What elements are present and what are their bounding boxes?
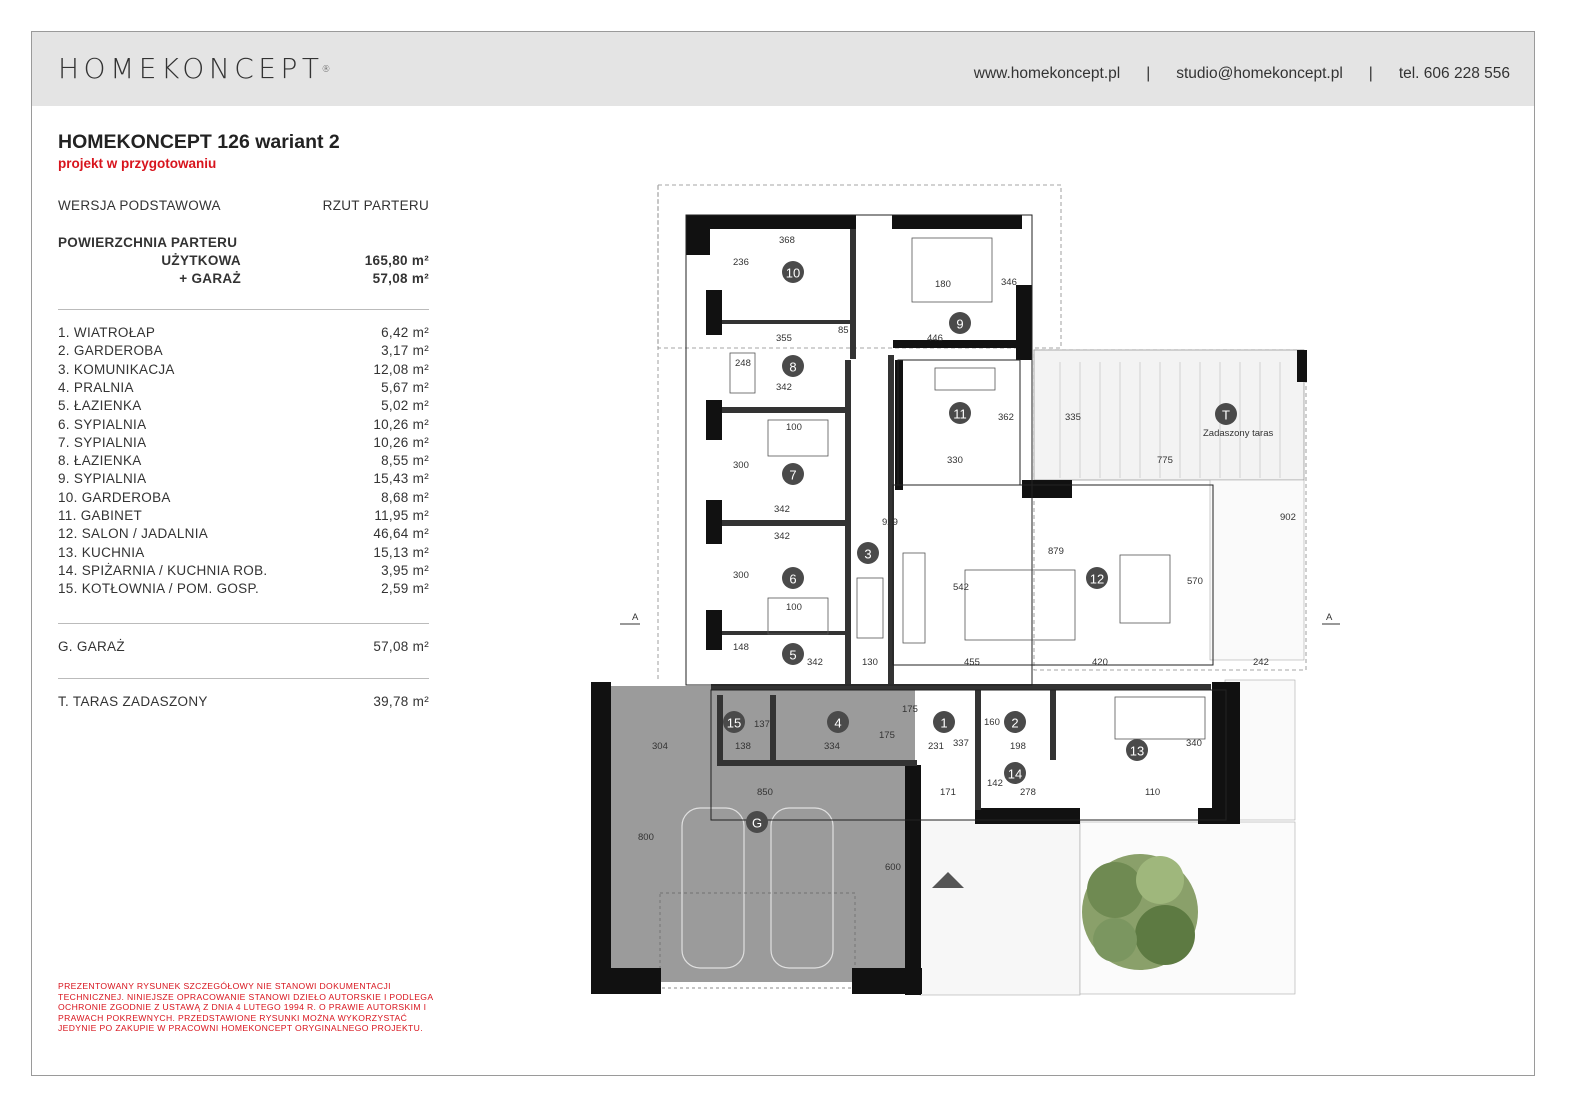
room-marker-label: 10 — [785, 265, 801, 281]
room-label: 14. SPIŻARNIA / KUCHNIA ROB. — [58, 562, 268, 578]
room-marker[interactable] — [827, 711, 849, 733]
dimension-label: 278 — [1020, 787, 1036, 798]
usable-value: 165,80 m² — [364, 253, 429, 268]
room-label: 8. ŁAZIENKA — [58, 453, 142, 469]
version-label: WERSJA PODSTAWOWA — [58, 198, 221, 213]
terrace-row: T. TARAS ZADASZONY 39,78 m² — [58, 694, 429, 709]
room-label: 3. KOMUNIKACJA — [58, 361, 175, 377]
phone-link[interactable]: tel. 606 228 556 — [1398, 65, 1510, 82]
room-area: 5,67 m² — [381, 379, 429, 395]
room-area: 5,02 m² — [381, 398, 429, 414]
section-label: A — [632, 612, 639, 623]
dimension-label: 248 — [735, 358, 751, 369]
room-marker[interactable] — [782, 261, 804, 283]
dimension-label: 171 — [940, 787, 956, 798]
room-area: 10,26 m² — [373, 434, 429, 450]
room-label: 1. WIATROŁAP — [58, 325, 156, 340]
room-area: 10,26 m² — [373, 416, 429, 432]
tree-icon — [1082, 854, 1198, 970]
dimension-label: 110 — [1145, 787, 1161, 798]
room-marker-label: 4 — [834, 715, 842, 731]
room-marker[interactable] — [949, 312, 971, 334]
room-marker[interactable] — [1215, 403, 1237, 425]
room-marker-label: T — [1222, 407, 1230, 423]
website-link[interactable]: www.homekoncept.pl — [973, 65, 1121, 82]
room-marker[interactable] — [782, 355, 804, 377]
room-label: 7. SYPIALNIA — [58, 434, 147, 450]
dimension-label: 775 — [1157, 455, 1173, 466]
room-label: 9. SYPIALNIA — [58, 471, 147, 487]
project-status: projekt w przygotowaniu — [58, 156, 217, 171]
room-marker[interactable] — [782, 567, 804, 589]
room-marker-label: 3 — [864, 546, 872, 562]
garage-add-value: 57,08 m² — [372, 271, 429, 286]
dimension-label: 879 — [1048, 546, 1064, 557]
room-marker[interactable] — [1004, 762, 1026, 784]
room-marker[interactable] — [1126, 739, 1148, 761]
room-marker[interactable] — [933, 711, 955, 733]
room-marker-label: 9 — [956, 316, 964, 332]
room-area: 3,17 m² — [381, 343, 429, 359]
room-marker-label: 15 — [726, 715, 742, 731]
dimension-label: 542 — [953, 582, 969, 593]
room-area: 12,08 m² — [373, 361, 429, 377]
dimension-label: 342 — [807, 657, 823, 668]
email-link[interactable]: studio@homekoncept.pl — [1176, 65, 1343, 82]
room-marker-label: 7 — [789, 467, 797, 483]
usable-label: UŻYTKOWA — [161, 253, 241, 268]
brand-logo[interactable]: HOMEKONCEPT® — [58, 52, 331, 85]
dimension-label: 362 — [998, 412, 1014, 423]
dimension-label: 800 — [638, 832, 654, 843]
room-area: 15,13 m² — [373, 544, 429, 560]
room-label: 15. KOTŁOWNIA / POM. GOSP. — [58, 581, 260, 597]
room-marker-label: G — [751, 815, 763, 831]
room-marker[interactable] — [857, 542, 879, 564]
room-marker-label: 5 — [789, 647, 797, 663]
room-label: 11. GABINET — [58, 508, 143, 523]
section-marker-right — [1322, 612, 1340, 624]
room-marker[interactable] — [949, 402, 971, 424]
room-marker[interactable] — [723, 711, 745, 733]
room-marker[interactable] — [782, 463, 804, 485]
separator: | — [1146, 65, 1151, 82]
dimension-label: 130 — [862, 657, 878, 668]
garage-row: G. GARAŻ 57,08 m² — [58, 639, 429, 654]
room-label: 12. SALON / JADALNIA — [58, 526, 209, 542]
room-area: 8,55 m² — [381, 453, 429, 469]
room-label: 10. GARDEROBA — [58, 489, 171, 505]
dimension-label: 175 — [879, 730, 895, 741]
dimension-label: 337 — [953, 738, 969, 749]
room-label: 6. SYPIALNIA — [58, 416, 147, 432]
room-marker-label: 13 — [1129, 743, 1145, 759]
room-area: 3,95 m² — [381, 562, 429, 578]
dimension-label: 600 — [885, 862, 901, 873]
dimension-label: 902 — [1280, 512, 1296, 523]
room-marker-label: 11 — [953, 406, 967, 422]
dimension-label: 231 — [928, 741, 944, 752]
section-marker-left — [620, 612, 640, 624]
room-marker-label: 6 — [789, 571, 797, 587]
room-marker-label: 2 — [1011, 715, 1019, 731]
room-area: 11,95 m² — [374, 508, 429, 523]
room-label: 5. ŁAZIENKA — [58, 398, 142, 414]
dimension-label: 175 — [902, 704, 918, 715]
garage-add-label: + GARAŻ — [179, 271, 241, 286]
dimension-label: 300 — [733, 570, 749, 581]
dimension-label: 242 — [1253, 657, 1269, 668]
room-area: 8,68 m² — [381, 489, 429, 505]
dimension-label: 142 — [987, 778, 1003, 789]
dimension-label: 850 — [757, 787, 773, 798]
dimension-label: 160 — [984, 717, 1000, 728]
project-title: HOMEKONCEPT 126 wariant 2 — [58, 131, 340, 153]
dimension-label: 340 — [1186, 738, 1202, 749]
dimension-label: 342 — [776, 382, 792, 393]
dimension-label: 100 — [786, 422, 802, 433]
room-label: 2. GARDEROBA — [58, 343, 163, 359]
room-marker-label: 14 — [1007, 766, 1023, 782]
dimension-label: 346 — [1001, 277, 1017, 288]
dimension-label: 570 — [1187, 576, 1203, 587]
dimension-label: 300 — [733, 460, 749, 471]
dimension-label: 455 — [964, 657, 980, 668]
dimension-label: 138 — [735, 741, 751, 752]
dimension-label: 334 — [824, 741, 840, 752]
area-heading: POWIERZCHNIA PARTERU — [58, 235, 238, 250]
dimension-label: 446 — [927, 333, 943, 344]
dimension-label: 368 — [779, 235, 795, 246]
dimension-label: 342 — [774, 531, 790, 542]
dimension-label: 148 — [733, 642, 749, 653]
room-area: 46,64 m² — [373, 526, 429, 542]
dimension-label: 342 — [774, 504, 790, 515]
room-label: 13. KUCHNIA — [58, 544, 145, 560]
terrace-label: Zadaszony taras — [1203, 428, 1274, 439]
disclaimer-text: PREZENTOWANY RYSUNEK SZCZEGÓŁOWY NIE STANOWI DOKUMENTACJI TECHNICZNEJ. NINIEJSZE OPRACOWANIE STANOWI DZIEŁO AUTORSKIE I PODLEGA OCHRONIE ZGODNIE Z USTAWĄ Z DNIA 4 LUTEGO 1994 R. O PRAWIE AUTORSKIM I PRAWACH POKREWNYCH. PRZEDSTAWIONE RYSUNKI MOŻNA WYKORZYSTAĆ JEDYNIE PO ZAKUPIE W PRACOWNI HOMEKONCEPT ORYGINALNEGO PROJEKTU. — [58, 981, 433, 1034]
dimension-label: 137 — [754, 719, 770, 730]
dimension-label: 85 — [838, 325, 849, 336]
separator: | — [1368, 65, 1373, 82]
room-marker[interactable] — [1004, 711, 1026, 733]
room-marker[interactable] — [782, 643, 804, 665]
room-label: 4. PRALNIA — [58, 379, 134, 395]
room-area: 15,43 m² — [373, 471, 429, 487]
room-marker[interactable] — [746, 811, 768, 833]
dimension-label: 330 — [947, 455, 963, 466]
room-marker-label: 8 — [789, 359, 797, 375]
room-marker-label: 12 — [1089, 571, 1105, 587]
dimension-label: 929 — [882, 517, 898, 528]
room-marker-label: 1 — [940, 715, 948, 731]
dimension-label: 335 — [1065, 412, 1081, 423]
dimension-label: 236 — [733, 257, 749, 268]
dimension-label: 180 — [935, 279, 951, 290]
dimension-label: 198 — [1010, 741, 1026, 752]
dimension-label: 304 — [652, 741, 668, 752]
room-marker[interactable] — [1086, 567, 1108, 589]
dimension-label: 420 — [1092, 657, 1108, 668]
room-area: 6,42 m² — [381, 325, 429, 340]
section-label: A — [1326, 612, 1333, 623]
dimension-label: 100 — [786, 602, 802, 613]
room-area: 2,59 m² — [381, 581, 429, 597]
view-label: RZUT PARTERU — [322, 198, 429, 213]
dimension-label: 355 — [776, 333, 792, 344]
